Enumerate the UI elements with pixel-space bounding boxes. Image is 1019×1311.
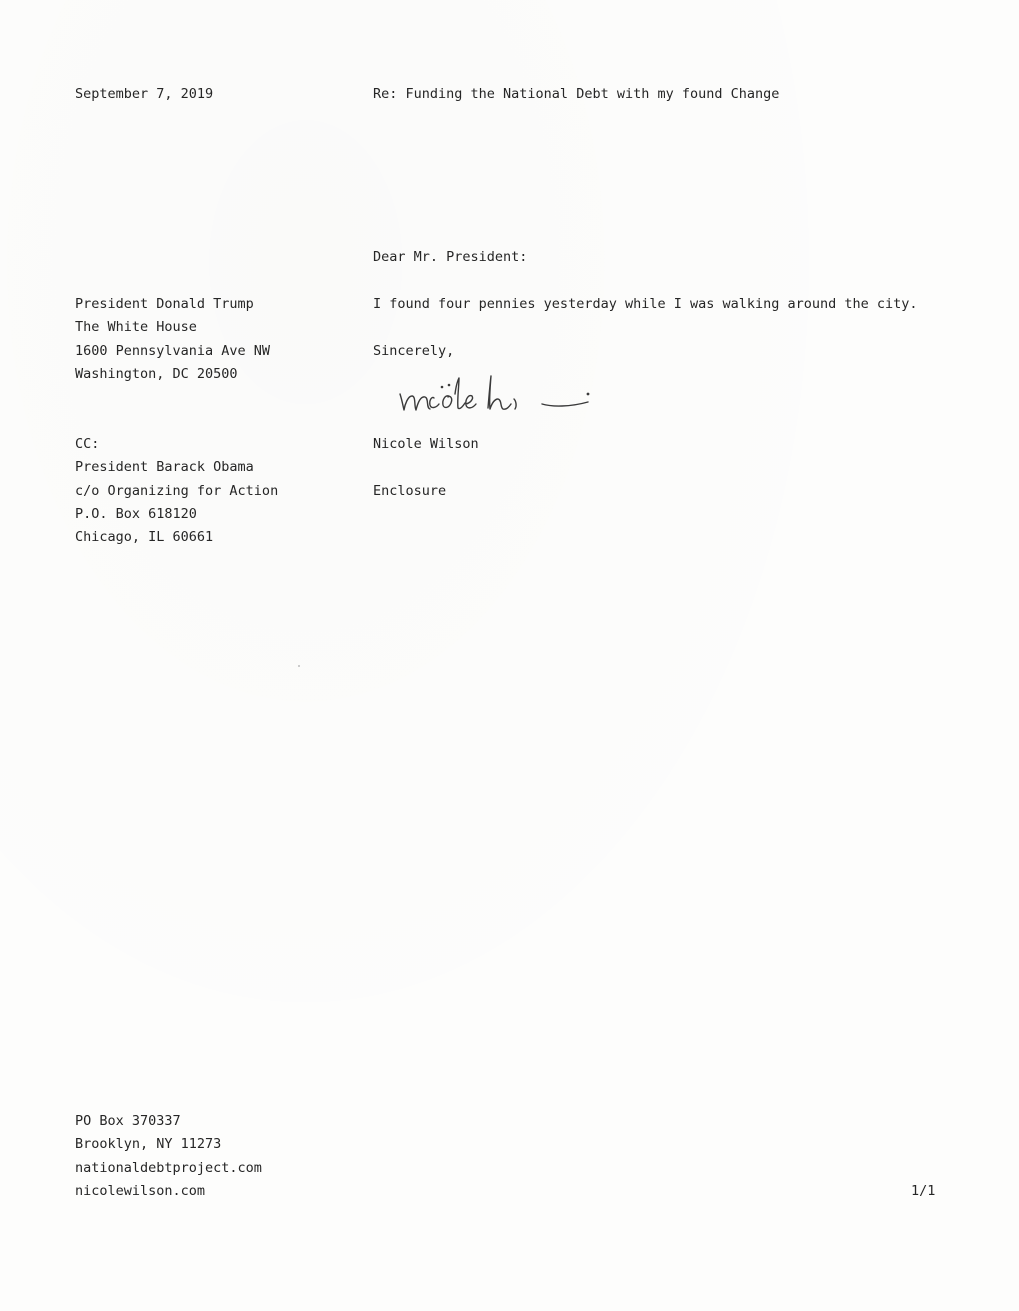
closing: Sincerely, (373, 343, 455, 359)
recipient-organization: The White House (75, 319, 197, 336)
footer-website-project: nationaldebtproject.com (75, 1159, 262, 1176)
cc-name: President Barack Obama (75, 459, 254, 476)
recipient-city: Washington, DC 20500 (75, 365, 238, 382)
letter-date: September 7, 2019 (75, 86, 214, 102)
recipient-address (75, 293, 270, 386)
footer-city: Brooklyn, NY 11273 (75, 1136, 222, 1153)
page-number: 1/1 (911, 1183, 936, 1199)
letter-subject: Re: Funding the National Debt with my found Change (373, 86, 780, 102)
footer-po-box: PO Box 370337 (75, 1113, 181, 1129)
cc-organization: c/o Organizing for Action (75, 482, 279, 499)
paper-speck (298, 665, 300, 667)
letter-body: I found four pennies yesterday while I was walking around the city. (373, 296, 918, 312)
cc-city: Chicago, IL 60661 (75, 529, 214, 546)
cc-po-box: P.O. Box 618120 (75, 505, 197, 522)
footer-website-personal: nicolewilson.com (75, 1182, 206, 1199)
recipient-street: 1600 Pennsylvania Ave NW (75, 342, 271, 359)
cc-label: CC: (75, 436, 100, 452)
cc-address (75, 433, 278, 549)
salutation: Dear Mr. President: (373, 249, 528, 265)
recipient-name: President Donald Trump (75, 296, 254, 312)
sender-footer (75, 1110, 262, 1203)
enclosure-note: Enclosure (373, 483, 447, 499)
handwritten-signature (392, 366, 602, 422)
signer-name: Nicole Wilson (373, 436, 479, 452)
